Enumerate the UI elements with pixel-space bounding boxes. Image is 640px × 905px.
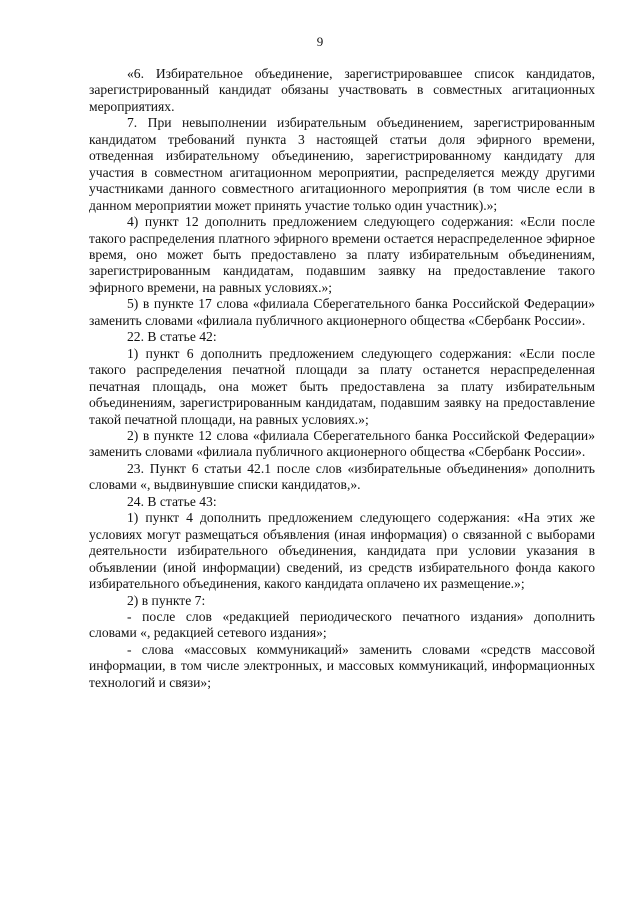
paragraph-dash-item-1: - после слов «редакцией периодического печатного издания» дополнить словами «, редакцией сетевого издания»; bbox=[89, 608, 595, 641]
paragraph-point-7: 7. При невыполнении избирательным объединением, зарегистрированным кандидатом требований пункта 3 настоящей статьи доля эфирного времени, отведенная избирательному объединению, зарегистрированному кандидату для участия в совместном агитационном мероприятии, распределяется между другими участниками данного совместного агитационного мероприятия (в том числе если в данном мероприятии может принять участие только один участник).»; bbox=[89, 115, 595, 213]
paragraph-point-6: «6. Избирательное объединение, зарегистрировавшее список кандидатов, зарегистрированный кандидат обязаны участвовать в совместных агитационных мероприятиях. bbox=[89, 66, 595, 114]
paragraph-subpoint-4: 4) пункт 12 дополнить предложением следующего содержания: «Если после такого распределения платного эфирного времени остается нераспределенное эфирное время, оно может быть предоставлено за плату избирательным объединениям, зарегистрированным кандидатам, подавшим заявку на предоставление такого эфирного времени, на равных условиях.»; bbox=[89, 214, 595, 295]
page-number: 9 bbox=[316, 34, 324, 49]
paragraph-article-42-subpoint-1: 1) пункт 6 дополнить предложением следующего содержания: «Если после такого распределения печатной площади за плату останется нераспределенная печатная площадь, она может быть предоставлена за плату избирательным объединениям, зарегистрированным кандидатам, подавшим заявку на предоставление такой печатной площади, на равных условиях.»; bbox=[89, 345, 595, 427]
paragraph-subpoint-5: 5) в пункте 17 слова «филиала Сберегательного банка Российской Федерации» заменить словами «филиала публичного акционерного общества «Сбербанк России». bbox=[89, 296, 595, 328]
paragraph-article-43-subpoint-2: 2) в пункте 7: bbox=[127, 592, 206, 608]
paragraph-article-42-subpoint-2: 2) в пункте 12 слова «филиала Сберегательного банка Российской Федерации» заменить словами «филиала публичного акционерного общества «Сбербанк России». bbox=[89, 427, 595, 460]
paragraph-article-43-heading: 24. В статье 43: bbox=[127, 493, 217, 509]
paragraph-article-43-subpoint-1: 1) пункт 4 дополнить предложением следующего содержания: «На этих же условиях могут размещаться объявления (иная информация) о связанной с выборами деятельности избирательного объединения, кандидата при условии указания в объявлении (иной информации) сведений, из средств избирательного фонда какого избирательного объединения, какого кандидата оплачено их размещение.»; bbox=[89, 510, 595, 592]
paragraph-dash-item-2: - слова «массовых коммуникаций» заменить словами «средств массовой информации, в том числе электронных, и массовых коммуникаций, информационных технологий и связи»; bbox=[89, 641, 595, 690]
paragraph-article-42-heading: 22. В статье 42: bbox=[127, 329, 217, 345]
paragraph-item-23: 23. Пункт 6 статьи 42.1 после слов «избирательные объединения» дополнить словами «, выдвинувшие списки кандидатов,». bbox=[89, 460, 595, 493]
document-body bbox=[89, 66, 595, 691]
